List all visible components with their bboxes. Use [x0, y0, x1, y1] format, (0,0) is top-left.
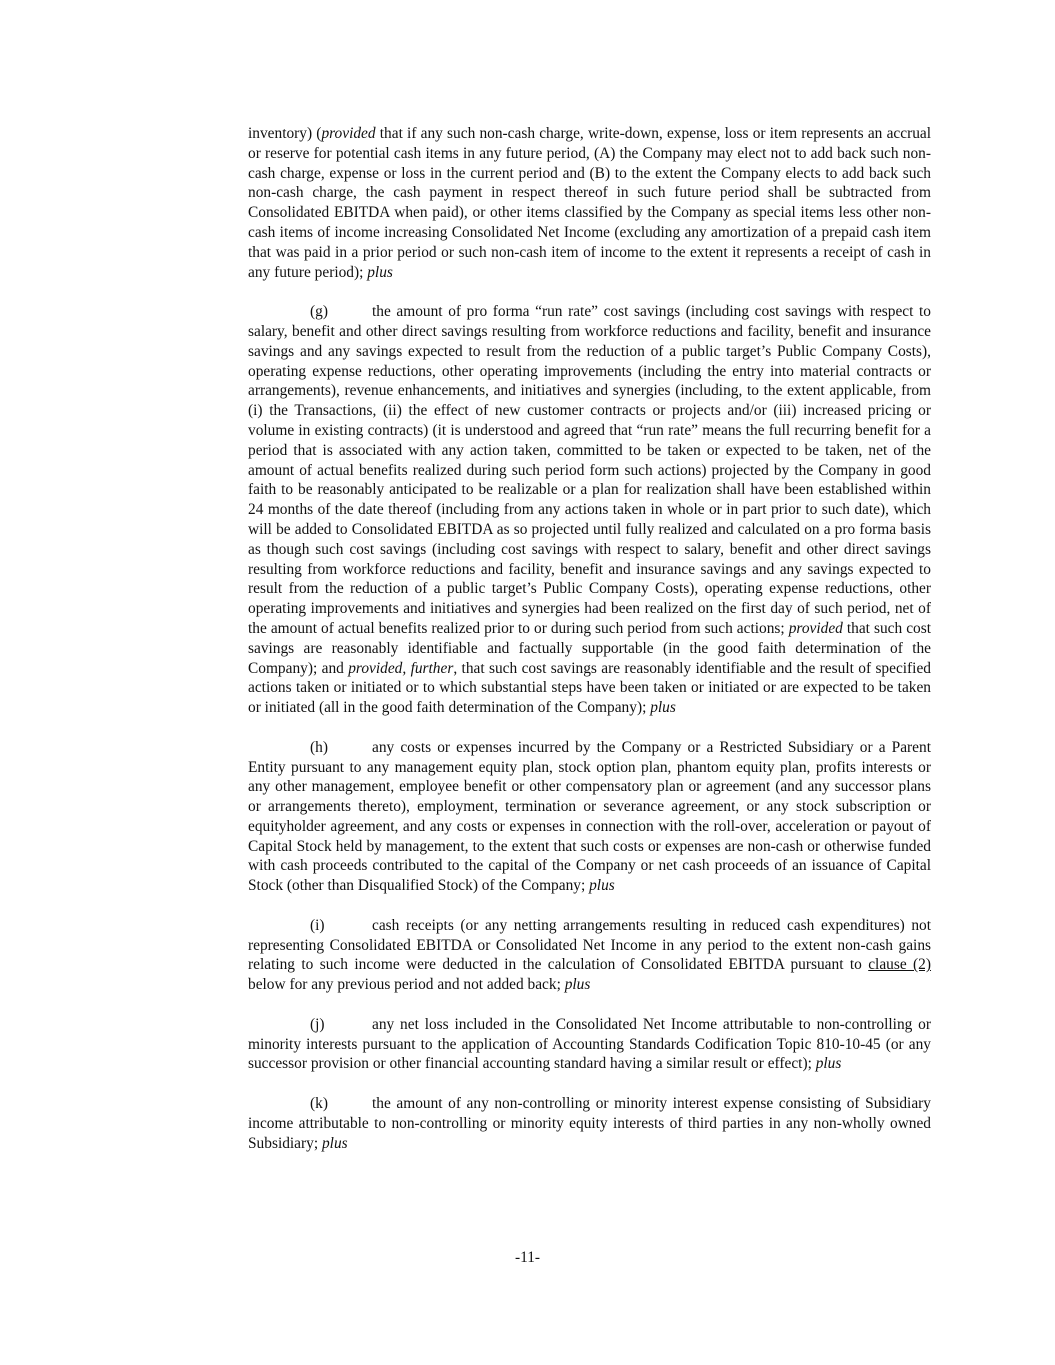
paragraph-j: (j) any net loss included in the Consolidated Net Income attributable to non-controlling or minority interests pursuant to the application of Accounting Standards Codification Topic 810-10-45 (or any successor provision or other financial accounting standard having a similar result or effect); plus — [248, 1015, 931, 1073]
clause-label-i: (i) — [310, 916, 325, 934]
clause-label-h: (h) — [310, 738, 328, 756]
clause-label-j: (j) — [310, 1015, 325, 1033]
paragraph-h: (h) any costs or expenses incurred by the Company or a Restricted Subsidiary or a Parent Entity pursuant to any management equity plan, stock option plan, phantom equity plan, profits interests or any other management, employee benefit or other compensatory plan or agreement (and any successor plans or arrangements thereto), employment, termination or severance agreement, or any stock subscription or equityholder agreement, and any costs or expenses in connection with the roll-over, acceleration or payout of Capital Stock held by management, to the extent that such costs or expenses are non-cash or otherwise funded with cash proceeds contributed to the capital of the Company or net cash proceeds of an issuance of Capital Stock (other than Disqualified Stock) of the Company; plus — [248, 738, 931, 895]
clause-reference-link: clause (2) — [868, 956, 932, 974]
clause-label-k: (k) — [310, 1095, 328, 1113]
document-page — [248, 124, 931, 1173]
paragraph-k: (k) the amount of any non-controlling or minority interest expense consisting of Subsidiary income attributable to non-controlling or minority equity interests of third parties in any non-wholly owned Subsidiary; plus — [248, 1095, 931, 1152]
paragraph-f-continued: inventory) (provided that if any such non-cash charge, write-down, expense, loss or item represents an accrual or reserve for potential cash items in any future period, (A) the Company may elect not to add back such non-cash charge, expense or loss in the current period and (B) to the extent the Company elects to add back such non-cash charge, the cash payment in respect thereof in such future period shall be subtracted from Consolidated EBITDA when paid), or other items classified by the Company as special items less other non-cash items of income increasing Consolidated Net Income (excluding any amortization of a prepaid cash item that was paid in a prior period or such non-cash item of income to the extent it represents a receipt of cash in any future period); plus — [248, 125, 931, 281]
clause-label-g: (g) — [310, 303, 328, 321]
paragraph-g: (g) the amount of pro forma “run rate” cost savings (including cost savings with respect to salary, benefit and other direct savings resulting from workforce reductions and facility, benefit and insurance savings and any savings expected to result from the reduction of a public target’s Public Company Costs), operating expense reductions, other operating improvements (including the entry into material contracts or arrangements), revenue enhancements, and initiatives and synergies (including, to the extent applicable, from (i) the Transactions, (ii) the effect of new customer contracts or projects and/or (iii) increased pricing or volume in existing contracts) (it is understood and agreed that “run rate” means the full recurring benefit for a period that is associated with any action taken, committed to be taken or expected to be taken, net of the amount of actual benefits realized during such period form such actions) projected by the Company in good faith to be reasonably anticipated to be realizable or a plan for realization shall have been established within 24 months of the date thereof (including from any actions taken in whole or in part prior to such date), which will be added to Consolidated EBITDA as so projected until fully realized and calculated on a pro forma basis as though such cost savings (including cost savings with respect to salary, benefit and other direct savings resulting from workforce reductions and facility, benefit and insurance savings and any savings expected to result from the reduction of a public target’s Public Company Costs), operating expense reductions, other operating improvements and initiatives and synergies had been realized on the first day of such period, net of the amount of actual benefits realized prior to or during such period from such actions; provided that such cost savings are reasonably identifiable and factually supportable (in the good faith determination of the Company); and provided, further, that such cost savings are reasonably identifiable and the result of specified actions taken or initiated or to which substantial steps have been taken or initiated or are expected to be taken or initiated (all in the good faith determination of the Company); plus — [248, 303, 931, 717]
paragraph-i: (i) cash receipts (or any netting arrangements resulting in reduced cash expenditures) not representing Consolidated EBITDA or Consolidated Net Income in any period to the extent non-cash gains relating to such income were deducted in the calculation of Consolidated EBITDA pursuant to clause (2) below for any previous period and not added back; plus — [248, 916, 932, 994]
page-number: -11- — [514, 1249, 541, 1266]
